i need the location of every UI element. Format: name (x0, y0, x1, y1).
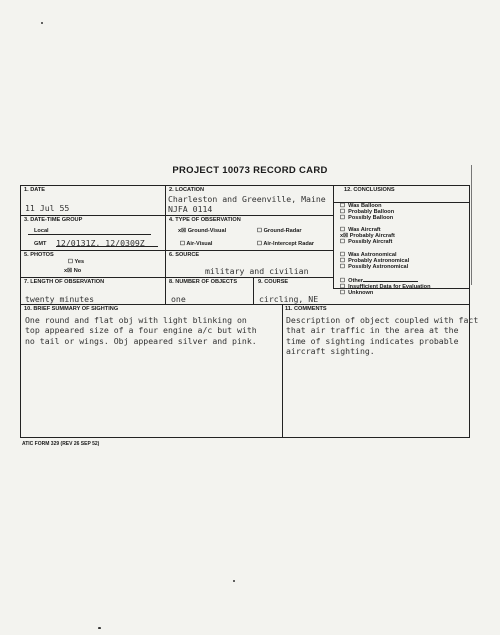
location-value: Charleston and Greenville, Maine (168, 194, 326, 204)
ground-radar-option: ☐ Ground-Radar (257, 228, 302, 234)
length-label: 7. LENGTH OF OBSERVATION (24, 279, 105, 285)
objects-label: 8. NUMBER OF OBJECTS (169, 279, 238, 285)
conclusion-possibly-aircraft: ☐ Possibly Aircraft (340, 239, 393, 246)
conclusions-other-group (340, 278, 431, 296)
divider-col-1 (165, 185, 166, 304)
conclusion-other: ☐ Other (340, 278, 431, 284)
card-border-top (20, 185, 470, 186)
conclusion-possibly-astronomical: ☐ Possibly Astronomical (340, 264, 409, 271)
photos-no-option: x☒ No (64, 268, 82, 274)
photos-label: 5. PHOTOS (24, 252, 54, 258)
conclusion-probably-balloon: ☐ Probably Balloon (340, 209, 395, 216)
date-value: 11 Jul 55 (25, 203, 70, 213)
conclusion-unknown: ☐ Unknown (340, 290, 374, 297)
dtg-label: 3. DATE-TIME GROUP (24, 217, 83, 223)
location-label: 2. LOCATION (169, 187, 205, 193)
comments-label: 11. COMMENTS (285, 306, 327, 312)
conclusions-label: 12. CONCLUSIONS (344, 187, 395, 193)
divider-row-4 (20, 304, 470, 305)
source-value: military and civilian (205, 266, 309, 276)
form-number: ATIC FORM 329 (REV 26 SEP 52) (22, 441, 100, 447)
photos-yes-option: ☐ Yes (68, 259, 85, 265)
divider-row-2 (20, 250, 333, 251)
observation-type-label: 4. TYPE OF OBSERVATION (169, 217, 241, 223)
conclusion-possibly-balloon: ☐ Possibly Balloon (340, 215, 394, 222)
gmt-label: GMT (34, 241, 47, 247)
gmt-value: 12/0131Z, 12/0309Z (56, 238, 145, 248)
card-border-bottom (20, 437, 470, 438)
scan-speck (41, 22, 43, 24)
source-label: 6. SOURCE (169, 252, 200, 258)
divider-row-3 (20, 277, 333, 278)
conclusion-was-astronomical: ☐ Was Astronomical (340, 252, 397, 258)
summary-label: 10. BRIEF SUMMARY OF SIGHTING (24, 306, 119, 312)
location-code: NJFA 0114 (168, 204, 213, 214)
conclusion-insufficient-data: ☐ Insufficient Data for Evaluation (340, 284, 431, 291)
card-title: PROJECT 10073 RECORD CARD (172, 165, 328, 176)
card-border-left (20, 185, 21, 438)
air-intercept-radar-option: ☐ Air-Intercept Radar (257, 241, 315, 247)
course-value: circling, NE (259, 294, 319, 304)
comments-text: Description of object coupled with fact that air traffic in the area at the time of sighting indicates probable aircraft sighting. (286, 315, 479, 357)
ground-visual-option: x☒ Ground-Visual (178, 228, 227, 234)
conclusions-astronomical-group (340, 252, 409, 270)
conclusions-balloon-group (340, 203, 394, 221)
length-value: twenty minutes (25, 294, 95, 304)
scan-speck (233, 580, 235, 582)
conclusion-was-aircraft: ☐ Was Aircraft (340, 227, 381, 233)
air-visual-option: ☐ Air-Visual (180, 241, 213, 247)
divider-col-4 (282, 304, 283, 438)
local-label: Local (34, 228, 49, 234)
course-label: 9. COURSE (258, 279, 289, 285)
objects-value: one (171, 294, 186, 304)
divider-col-3 (333, 185, 334, 288)
scan-edge-line (471, 165, 472, 285)
card-border-right (469, 185, 470, 438)
summary-text: One round and flat obj with light blinking on top appeared size of a four engine a/c but with no tail or wings. Obj appeared silver and pink. (25, 315, 257, 346)
date-label: 1. DATE (24, 187, 46, 193)
conclusion-probably-astronomical: ☐ Probably Astronomical (340, 258, 410, 265)
conclusion-probably-aircraft: x☒ Probably Aircraft (340, 233, 395, 240)
divider-row-1 (20, 215, 333, 216)
scan-speck (98, 627, 101, 629)
conclusions-aircraft-group (340, 227, 395, 245)
record-card (20, 185, 479, 438)
conclusion-was-balloon: ☐ Was Balloon (340, 203, 382, 209)
divider-col-2 (253, 277, 254, 304)
